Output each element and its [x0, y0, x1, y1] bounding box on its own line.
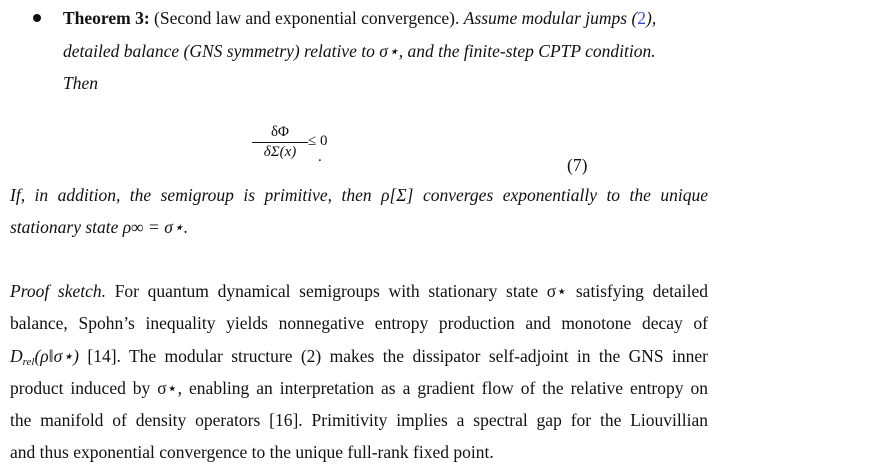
theorem-statement-2: detailed balance (GNS symmetry) relative to σ⋆, and the finite-step CPTP condition. — [63, 41, 656, 61]
relative-entropy-d: D — [10, 346, 23, 366]
theorem-statement-1b: ), — [646, 8, 657, 28]
relative-entropy-subscript: rel — [22, 356, 35, 368]
relative-entropy-argument: (ρ‖σ⋆) — [34, 346, 80, 366]
equation-period: . — [318, 149, 322, 165]
proof-line-2: balance, Spohn’s inequality yields nonnegative entropy production and monotone decay of — [10, 313, 708, 333]
proof-line-1 — [10, 280, 708, 302]
list-bullet — [33, 14, 41, 22]
theorem-title: (Second law and exponential convergence). — [154, 8, 460, 28]
fraction-bar — [252, 142, 308, 143]
equation-numerator: δΦ — [270, 124, 290, 140]
theorem-label: Theorem 3: — [63, 8, 150, 28]
theorem-statement-1a: Assume modular jumps ( — [463, 8, 638, 28]
proof-label: Proof sketch. — [10, 281, 106, 301]
equation-fraction — [252, 124, 308, 161]
proof-line-3-text: [14]. The modular structure (2) makes the dissipator self-adjoint in the GNS inner — [87, 346, 708, 366]
equation-ref-link[interactable]: 2 — [637, 8, 647, 28]
proof-line-5: the manifold of density operators [16]. Primitivity implies a spectral gap for the Liouvillian — [10, 410, 708, 430]
theorem-continuation-2: stationary state ρ∞ = σ⋆. — [10, 217, 189, 237]
theorem-line-1 — [63, 7, 656, 29]
relative-entropy-symbol — [10, 346, 79, 366]
proof-line-1-text: For quantum dynamical semigroups with stationary state σ⋆ satisfying detailed — [114, 281, 708, 301]
theorem-statement-3: Then — [63, 73, 98, 93]
equation-number: (7) — [567, 155, 588, 175]
equation-relation: ≤ 0 — [308, 133, 328, 149]
equation-denominator: δΣ(x) — [263, 144, 297, 160]
theorem-continuation-1: If, in addition, the semigroup is primitive, then ρ[Σ] converges exponentially to the unique — [10, 185, 708, 205]
proof-line-3 — [10, 345, 708, 367]
proof-line-6: and thus exponential convergence to the unique full-rank fixed point. — [10, 442, 494, 462]
proof-line-4: product induced by σ⋆, enabling an interpretation as a gradient flow of the relative entropy on — [10, 378, 708, 398]
